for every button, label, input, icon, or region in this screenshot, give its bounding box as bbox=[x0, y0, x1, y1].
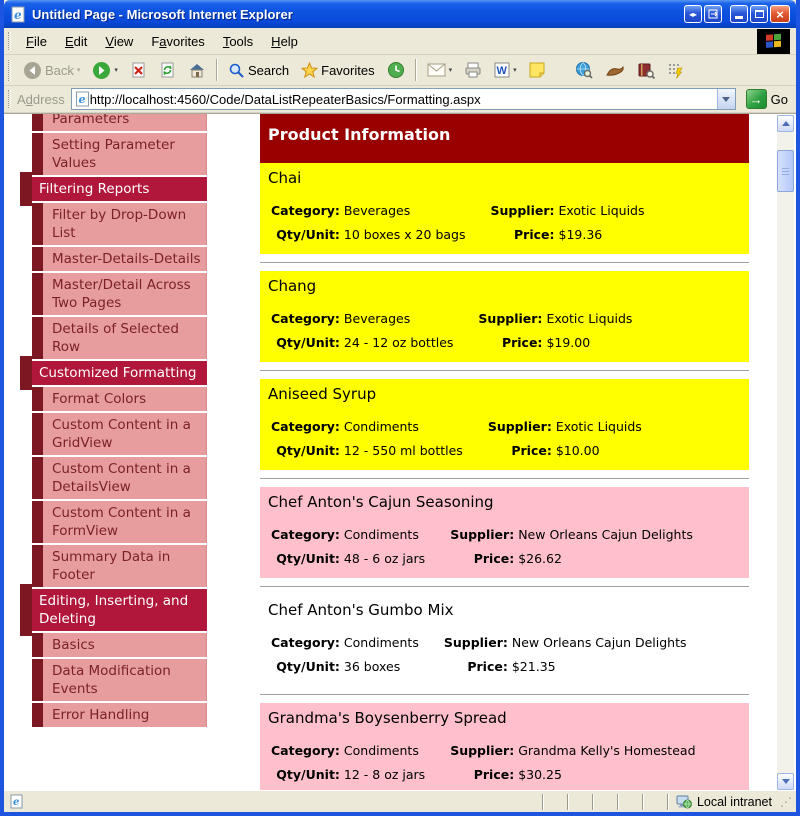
svg-text:e: e bbox=[78, 93, 86, 106]
qty-value: 10 boxes x 20 bags bbox=[343, 227, 466, 242]
star-icon bbox=[301, 62, 318, 79]
qty-value: 24 - 12 oz bottles bbox=[343, 335, 454, 350]
forward-icon bbox=[92, 61, 111, 80]
notes-button[interactable] bbox=[523, 58, 551, 82]
detach-icon bbox=[708, 9, 718, 19]
refresh-icon bbox=[159, 62, 176, 79]
vertical-scrollbar[interactable] bbox=[777, 115, 794, 790]
price-value: $26.62 bbox=[518, 551, 562, 566]
chevron-up-icon bbox=[782, 121, 790, 126]
address-bar bbox=[4, 86, 796, 113]
category-value: Condiments bbox=[343, 635, 419, 650]
word-icon bbox=[494, 62, 510, 78]
edit-dropdown-icon[interactable]: ▾ bbox=[513, 67, 517, 74]
category-value: Beverages bbox=[343, 311, 411, 326]
price-value: $10.00 bbox=[555, 443, 600, 458]
windows-flag-icon bbox=[764, 33, 784, 51]
sidebar-item-label: Filtering Reports bbox=[39, 181, 150, 197]
supplier-label: Supplier: bbox=[487, 419, 552, 434]
price-value: $19.36 bbox=[558, 227, 603, 242]
sidebar-item[interactable] bbox=[32, 501, 207, 543]
local-intranet-icon bbox=[676, 795, 692, 809]
sidebar-item[interactable] bbox=[32, 361, 207, 385]
grid-lightning-button[interactable] bbox=[661, 58, 690, 83]
book-search-icon bbox=[637, 62, 655, 79]
favorites-button[interactable]: Favorites bbox=[295, 58, 380, 83]
qty-label: Qty/Unit: bbox=[276, 551, 340, 566]
item-separator bbox=[260, 262, 749, 264]
sidebar-item-notch bbox=[20, 584, 32, 636]
product-item bbox=[260, 379, 749, 480]
sidebar-item-label: Setting Parameter Values bbox=[52, 137, 175, 171]
supplier-label: Supplier: bbox=[478, 311, 543, 326]
price-label: Price: bbox=[501, 335, 543, 350]
product-properties-table bbox=[268, 305, 656, 356]
close-icon: × bbox=[776, 6, 784, 22]
back-button[interactable]: Back ▾ bbox=[17, 57, 86, 84]
status-bar bbox=[4, 790, 796, 812]
maximize-icon bbox=[755, 10, 764, 18]
stop-button[interactable] bbox=[124, 58, 153, 83]
address-dropdown-button[interactable] bbox=[717, 89, 735, 109]
menu-item[interactable]: Edit bbox=[64, 33, 88, 49]
price-label: Price: bbox=[473, 551, 515, 566]
price-label: Price: bbox=[511, 443, 552, 458]
sidebar-item[interactable] bbox=[32, 413, 207, 455]
category-label: Category: bbox=[271, 203, 340, 218]
sidebar-item-label: Editing, Inserting, and Deleting bbox=[39, 593, 189, 627]
window-controls bbox=[684, 5, 790, 23]
page-viewport bbox=[4, 113, 796, 790]
status-pane bbox=[642, 794, 667, 810]
sidebar-item-label: Custom Content in a GridView bbox=[52, 417, 191, 451]
sidebar-item[interactable] bbox=[32, 633, 207, 657]
supplier-label: Supplier: bbox=[443, 635, 508, 650]
supplier-value: Exotic Liquids bbox=[555, 419, 642, 434]
item-separator bbox=[260, 586, 749, 588]
sidebar-item-label: Details of Selected Row bbox=[52, 321, 179, 355]
page-ie-icon bbox=[75, 91, 90, 107]
product-properties-table bbox=[268, 413, 666, 464]
search-button[interactable]: Search bbox=[222, 58, 295, 83]
go-arrow-icon: → bbox=[746, 89, 767, 109]
qty-value: 36 boxes bbox=[343, 659, 401, 674]
product-item bbox=[260, 163, 749, 264]
animal-icon bbox=[605, 63, 625, 78]
print-icon bbox=[464, 62, 482, 78]
product-item bbox=[260, 271, 749, 372]
sidebar-item-label: Master-Details-Details bbox=[52, 251, 201, 267]
sidebar-item[interactable] bbox=[32, 113, 207, 131]
price-label: Price: bbox=[514, 227, 555, 242]
sidebar-item-label: Format Colors bbox=[52, 391, 147, 407]
product-card bbox=[260, 595, 749, 686]
sidebar-item-label: Master/Detail Across Two Pages bbox=[52, 277, 191, 311]
product-card bbox=[260, 271, 749, 362]
category-value: Condiments bbox=[343, 419, 419, 434]
sidebar-item[interactable] bbox=[32, 247, 207, 271]
qty-value: 12 - 550 ml bottles bbox=[343, 443, 463, 458]
product-card bbox=[260, 487, 749, 578]
menubar-grip[interactable] bbox=[8, 32, 11, 50]
product-card bbox=[260, 379, 749, 470]
sidebar-item-notch bbox=[20, 172, 32, 206]
sidebar-item[interactable] bbox=[32, 659, 207, 701]
toolbar-separator bbox=[415, 59, 417, 81]
sidebar-item-label: Custom Content in a DetailsView bbox=[52, 461, 191, 495]
main-content bbox=[260, 114, 749, 790]
sidebar-item[interactable] bbox=[32, 589, 207, 631]
product-name: Chef Anton's Cajun Seasoning bbox=[268, 493, 494, 511]
resize-grip[interactable]: ⋰ bbox=[780, 794, 792, 809]
product-item bbox=[260, 703, 749, 790]
addon-animal-button[interactable] bbox=[599, 59, 631, 82]
sidebar-item[interactable] bbox=[32, 457, 207, 499]
product-properties-table bbox=[268, 197, 669, 248]
status-pane bbox=[592, 794, 617, 810]
product-card bbox=[260, 163, 749, 254]
item-separator bbox=[260, 694, 749, 696]
stop-icon bbox=[130, 62, 147, 79]
standard-toolbar bbox=[4, 55, 796, 86]
address-label: Address bbox=[17, 91, 65, 107]
status-pane bbox=[542, 794, 567, 810]
forward-button[interactable] bbox=[86, 57, 124, 84]
window-arrows-button[interactable] bbox=[684, 5, 702, 23]
category-label: Category: bbox=[271, 527, 340, 542]
window-title: Untitled Page - Microsoft Internet Explorer bbox=[32, 6, 293, 22]
sidebar-item[interactable] bbox=[32, 177, 207, 201]
supplier-label: Supplier: bbox=[450, 527, 515, 542]
addressbar-grip[interactable] bbox=[8, 90, 11, 108]
price-value: $21.35 bbox=[511, 659, 556, 674]
qty-value: 12 - 8 oz jars bbox=[343, 767, 426, 782]
maximize-button[interactable] bbox=[750, 5, 768, 23]
menu-item[interactable]: View bbox=[105, 33, 134, 49]
search-icon bbox=[228, 62, 245, 79]
qty-label: Qty/Unit: bbox=[276, 767, 340, 782]
product-name: Chef Anton's Gumbo Mix bbox=[268, 601, 454, 619]
svg-text:e: e bbox=[14, 7, 22, 22]
sidebar-item-label: Filter by Drop-Down List bbox=[52, 207, 187, 241]
mail-icon bbox=[427, 63, 446, 77]
supplier-label: Supplier: bbox=[450, 743, 515, 758]
supplier-label: Supplier: bbox=[490, 203, 555, 218]
minimize-icon bbox=[735, 16, 743, 19]
minimize-button[interactable] bbox=[730, 5, 748, 23]
product-name: Aniseed Syrup bbox=[268, 385, 377, 403]
chevron-down-icon bbox=[782, 779, 790, 784]
toolbar-separator bbox=[216, 59, 218, 81]
security-zone-pane bbox=[667, 794, 780, 810]
item-separator bbox=[260, 478, 749, 480]
sidebar-item[interactable] bbox=[32, 273, 207, 315]
supplier-value: Grandma Kelly's Homestead bbox=[518, 743, 696, 758]
product-properties-table bbox=[268, 737, 720, 788]
scroll-up-button[interactable] bbox=[777, 115, 794, 132]
home-button[interactable] bbox=[182, 58, 212, 83]
sticky-note-icon bbox=[529, 62, 545, 78]
sidebar-item-label: Summary Data in Footer bbox=[52, 549, 171, 583]
category-label: Category: bbox=[271, 311, 340, 326]
back-icon bbox=[23, 61, 42, 80]
refresh-button[interactable] bbox=[153, 58, 182, 83]
research-button[interactable] bbox=[569, 57, 599, 83]
ie-throbber bbox=[757, 29, 790, 54]
status-message-pane bbox=[10, 794, 542, 809]
page-title: Product Information bbox=[260, 114, 749, 163]
qty-label: Qty/Unit: bbox=[276, 443, 340, 458]
sidebar-item-label: Data Modification Events bbox=[52, 663, 171, 697]
security-zone-label: Local intranet bbox=[696, 794, 772, 809]
svg-text:e: e bbox=[13, 797, 20, 808]
go-button[interactable] bbox=[742, 88, 792, 110]
menu-item[interactable]: Tools bbox=[222, 33, 254, 49]
price-value: $19.00 bbox=[546, 335, 591, 350]
status-pane bbox=[567, 794, 592, 810]
menu-item[interactable]: Help bbox=[271, 33, 298, 49]
product-name: Chai bbox=[268, 169, 302, 187]
book-search-button[interactable] bbox=[631, 58, 661, 83]
menu-bar bbox=[4, 28, 796, 55]
sidebar-item[interactable] bbox=[32, 545, 207, 587]
svg-text:W: W bbox=[496, 65, 508, 77]
product-name: Grandma's Boysenberry Spread bbox=[268, 709, 507, 727]
supplier-value: Exotic Liquids bbox=[546, 311, 633, 326]
product-properties-table bbox=[268, 521, 717, 572]
category-value: Condiments bbox=[343, 527, 419, 542]
price-label: Price: bbox=[473, 767, 515, 782]
title-bar[interactable] bbox=[4, 0, 796, 28]
sidebar-item-label: Parameters bbox=[52, 113, 130, 127]
supplier-value: New Orleans Cajun Delights bbox=[511, 635, 687, 650]
category-label: Category: bbox=[271, 635, 340, 650]
history-icon bbox=[387, 61, 405, 79]
category-label: Category: bbox=[271, 743, 340, 758]
category-value: Condiments bbox=[343, 743, 419, 758]
menu-item[interactable]: Favorites bbox=[151, 33, 205, 49]
sidebar-item[interactable] bbox=[32, 133, 207, 175]
status-pane bbox=[617, 794, 642, 810]
sidebar-nav bbox=[20, 113, 207, 729]
close-button[interactable] bbox=[770, 5, 790, 23]
toolbar-grip[interactable] bbox=[8, 60, 11, 81]
category-value: Beverages bbox=[343, 203, 411, 218]
category-label: Category: bbox=[271, 419, 340, 434]
scroll-down-button[interactable] bbox=[777, 773, 794, 790]
thumb-grip-icon bbox=[782, 168, 789, 175]
ie-logo-icon bbox=[10, 6, 27, 23]
window-detach-button[interactable] bbox=[704, 5, 722, 23]
product-properties-table bbox=[268, 629, 711, 680]
home-icon bbox=[188, 62, 206, 79]
globe-search-icon bbox=[575, 61, 593, 79]
go-label: Go bbox=[770, 91, 788, 107]
sidebar-item[interactable] bbox=[32, 387, 207, 411]
sidebar-item-label: Error Handling bbox=[52, 707, 150, 723]
forward-dropdown-icon[interactable]: ▾ bbox=[114, 67, 118, 74]
product-item bbox=[260, 595, 749, 696]
qty-label: Qty/Unit: bbox=[276, 227, 340, 242]
back-dropdown-icon[interactable]: ▾ bbox=[76, 67, 81, 74]
price-label: Price: bbox=[467, 659, 508, 674]
sidebar-item[interactable] bbox=[32, 203, 207, 245]
sidebar-item-label: Basics bbox=[52, 637, 95, 653]
menu-item[interactable]: File bbox=[26, 33, 47, 49]
mail-dropdown-icon[interactable]: ▾ bbox=[448, 67, 453, 74]
product-card bbox=[260, 703, 749, 790]
edit-word-button[interactable] bbox=[488, 58, 523, 82]
sidebar-item-notch bbox=[20, 356, 32, 390]
qty-label: Qty/Unit: bbox=[276, 659, 340, 674]
sidebar-item[interactable] bbox=[32, 317, 207, 359]
supplier-value: New Orleans Cajun Delights bbox=[518, 527, 693, 542]
page-ie-icon bbox=[10, 794, 24, 809]
product-item bbox=[260, 487, 749, 588]
scrollbar-thumb[interactable] bbox=[777, 150, 794, 192]
address-input-box bbox=[71, 88, 736, 110]
chevron-down-icon bbox=[722, 97, 730, 102]
grid-lightning-icon bbox=[667, 62, 684, 79]
qty-value: 48 - 6 oz jars bbox=[343, 551, 426, 566]
price-value: $30.25 bbox=[518, 767, 562, 782]
supplier-value: Exotic Liquids bbox=[558, 203, 645, 218]
left-right-arrows-icon: ◂▸ bbox=[688, 9, 698, 19]
item-separator bbox=[260, 370, 749, 372]
sidebar-item[interactable] bbox=[32, 703, 207, 727]
mail-button[interactable] bbox=[421, 59, 459, 81]
history-button[interactable] bbox=[381, 57, 411, 83]
print-button[interactable] bbox=[458, 58, 488, 82]
sidebar-item-label: Custom Content in a FormView bbox=[52, 505, 191, 539]
qty-label: Qty/Unit: bbox=[276, 335, 340, 350]
address-input[interactable] bbox=[90, 90, 717, 108]
sidebar-item-label: Customized Formatting bbox=[39, 365, 197, 381]
product-name: Chang bbox=[268, 277, 317, 295]
